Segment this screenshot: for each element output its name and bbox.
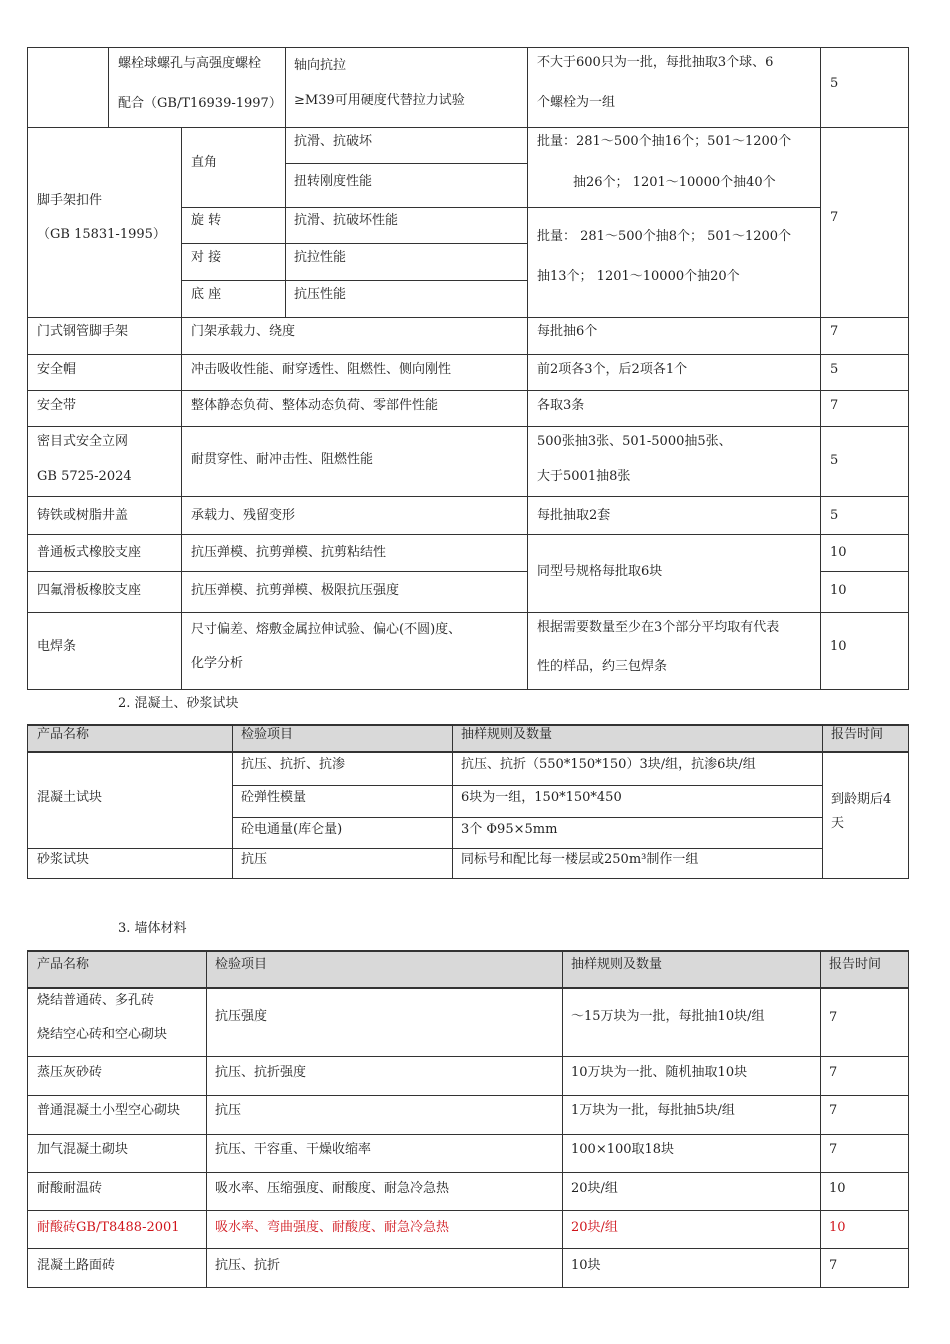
scaffold-rule-b-1: 批量： 281～500个抽8个； 501～1200个 (537, 229, 792, 244)
rubber-rule: 同型号规格每批取6块 (537, 564, 663, 579)
scaffold-rotate-item: 抗滑、抗破坏性能 (294, 213, 399, 228)
brick-2-rule: 10万块为一批、随机抽取10块 (571, 1065, 748, 1080)
manhole-time: 5 (830, 508, 839, 523)
net-rule-2: 大于5001抽8张 (537, 469, 631, 484)
brick-1-time: 7 (829, 1010, 838, 1025)
brick-4-name: 加气混凝土砌块 (37, 1142, 129, 1157)
net-rule-1: 500张抽3张、501-5000抽5张、 (537, 434, 732, 449)
concrete-item-1: 抗压、抗折、抗渗 (241, 757, 346, 772)
scaffold-butt: 对 接 (191, 250, 222, 265)
s3-header-rule: 抽样规则及数量 (571, 957, 663, 972)
brick-1-item: 抗压强度 (215, 1009, 268, 1024)
bolt-name-1: 螺栓球螺孔与高强度螺栓 (118, 56, 262, 71)
scaffold-straight: 直角 (191, 155, 218, 170)
brick-4-rule: 100×100取18块 (571, 1142, 675, 1157)
scaffold-straight-item-1: 抗滑、抗破坏 (294, 134, 373, 149)
belt-time: 7 (830, 398, 839, 413)
concrete-rule-2: 6块为一组，150*150*450 (461, 790, 622, 805)
electrode-item-2: 化学分析 (191, 656, 244, 671)
concrete-item-3: 砼电通量(库仑量) (241, 822, 343, 837)
brick-3-rule: 1万块为一批，每批抽5块/组 (571, 1103, 735, 1118)
s3-header-item: 检验项目 (215, 957, 268, 972)
scaffold-name-1: 脚手架扣件 (37, 193, 103, 208)
section-3-title: 3. 墙体材料 (118, 921, 187, 936)
brick-6-time: 10 (829, 1220, 846, 1235)
bolt-item-2: ≥M39可用硬度代替拉力试验 (294, 93, 465, 108)
brick-3-name: 普通混凝土小型空心砌块 (37, 1103, 181, 1118)
helmet-name: 安全帽 (37, 362, 77, 377)
bolt-time: 5 (830, 76, 839, 91)
bolt-rule-2: 个螺栓为一组 (537, 95, 616, 110)
brick-7-item: 抗压、抗折 (215, 1258, 281, 1273)
s3-header-name: 产品名称 (37, 957, 90, 972)
net-name-2: GB 5725-2024 (37, 469, 132, 484)
electrode-time: 10 (830, 639, 847, 654)
scaffold-butt-item: 抗拉性能 (294, 250, 347, 265)
scaffold-straight-item-2: 扭转刚度性能 (294, 174, 373, 189)
concrete-rule-1: 抗压、抗折（550*150*150）3块/组，抗渗6块/组 (461, 757, 756, 772)
rubber-item: 抗压弹模、抗剪弹模、抗剪粘结性 (191, 545, 387, 560)
mortar-name: 砂浆试块 (37, 852, 90, 867)
s2-time-1: 到龄期后4 (831, 792, 892, 807)
brick-1-rule: ～15万块为一批，每批抽10块/组 (571, 1009, 765, 1024)
electrode-rule-2: 性的样品，约三包焊条 (537, 659, 668, 674)
s3-header-time: 报告时间 (829, 957, 882, 972)
brick-6-rule: 20块/组 (571, 1220, 618, 1235)
ptfe-time: 10 (830, 583, 847, 598)
scaffold-base: 底 座 (191, 287, 222, 302)
mortar-rule: 同标号和配比每一楼层或250m³制作一组 (461, 852, 699, 867)
door-frame-rule: 每批抽6个 (537, 324, 598, 339)
ptfe-item: 抗压弹模、抗剪弹模、极限抗压强度 (191, 583, 400, 598)
bolt-item-1: 轴向抗拉 (294, 58, 347, 73)
belt-name: 安全带 (37, 398, 77, 413)
scaffold-time: 7 (830, 210, 839, 225)
bolt-rule-1: 不大于600只为一批，每批抽取3个球、6 (537, 55, 774, 70)
brick-5-time: 10 (829, 1181, 846, 1196)
helmet-rule: 前2项各3个，后2项各1个 (537, 362, 688, 377)
scaffold-rule-a-1: 批量：281～500个抽16个；501～1200个 (537, 134, 792, 149)
belt-rule: 各取3条 (537, 398, 585, 413)
manhole-name: 铸铁或树脂井盖 (37, 508, 129, 523)
brick-6-item: 吸水率、弯曲强度、耐酸度、耐急冷急热 (215, 1220, 450, 1235)
net-time: 5 (830, 453, 839, 468)
concrete-name: 混凝土试块 (37, 790, 103, 805)
brick-4-item: 抗压、干容重、干燥收缩率 (215, 1142, 372, 1157)
brick-3-time: 7 (829, 1103, 838, 1118)
helmet-time: 5 (830, 362, 839, 377)
brick-5-rule: 20块/组 (571, 1181, 618, 1196)
brick-7-rule: 10块 (571, 1258, 601, 1273)
door-frame-time: 7 (830, 324, 839, 339)
belt-item: 整体静态负荷、整体动态负荷、零部件性能 (191, 398, 439, 413)
scaffold-base-item: 抗压性能 (294, 287, 347, 302)
brick-2-item: 抗压、抗折强度 (215, 1065, 307, 1080)
mortar-item: 抗压 (241, 852, 268, 867)
manhole-rule: 每批抽取2套 (537, 508, 611, 523)
electrode-rule-1: 根据需要数量至少在3个部分平均取有代表 (537, 620, 780, 635)
door-frame-item: 门架承载力、绕度 (191, 324, 296, 339)
scaffold-name-2: （GB 15831-1995） (37, 227, 166, 242)
helmet-item: 冲击吸收性能、耐穿透性、阻燃性、侧向刚性 (191, 362, 452, 377)
ptfe-name: 四氟滑板橡胶支座 (37, 583, 142, 598)
net-name-1: 密目式安全立网 (37, 434, 129, 449)
brick-1-name-2: 烧结空心砖和空心砌块 (37, 1027, 168, 1042)
brick-2-name: 蒸压灰砂砖 (37, 1065, 103, 1080)
concrete-item-2: 砼弹性模量 (241, 790, 307, 805)
brick-5-item: 吸水率、压缩强度、耐酸度、耐急冷急热 (215, 1181, 450, 1196)
scaffold-rule-a-2: 抽26个； 1201～10000个抽40个 (573, 175, 776, 190)
electrode-name: 电焊条 (37, 639, 77, 654)
brick-1-name-1: 烧结普通砖、多孔砖 (37, 993, 155, 1008)
section-2-title: 2. 混凝土、砂浆试块 (118, 696, 239, 711)
s2-header-name: 产品名称 (37, 727, 90, 742)
scaffold-rule-b-2: 抽13个； 1201～10000个抽20个 (537, 269, 740, 284)
door-frame-name: 门式钢管脚手架 (37, 324, 129, 339)
concrete-rule-3: 3个 Φ95×5mm (461, 822, 558, 837)
scaffold-rotate: 旋 转 (191, 213, 222, 228)
brick-4-time: 7 (829, 1142, 838, 1157)
s2-time-2: 天 (831, 816, 845, 831)
s2-header-rule: 抽样规则及数量 (461, 727, 553, 742)
rubber-time: 10 (830, 545, 847, 560)
brick-3-item: 抗压 (215, 1103, 242, 1118)
brick-5-name: 耐酸耐温砖 (37, 1181, 103, 1196)
brick-7-time: 7 (829, 1258, 838, 1273)
bolt-name-2: 配合（GB/T16939-1997） (118, 96, 282, 111)
brick-2-time: 7 (829, 1065, 838, 1080)
s2-header-item: 检验项目 (241, 727, 294, 742)
rubber-name: 普通板式橡胶支座 (37, 545, 142, 560)
s2-header-time: 报告时间 (831, 727, 884, 742)
brick-7-name: 混凝土路面砖 (37, 1258, 116, 1273)
manhole-item: 承载力、残留变形 (191, 508, 296, 523)
brick-6-name: 耐酸砖GB/T8488-2001 (37, 1220, 180, 1235)
electrode-item-1: 尺寸偏差、熔敷金属拉伸试验、偏心(不圆)度、 (191, 622, 462, 637)
net-item: 耐贯穿性、耐冲击性、阻燃性能 (191, 452, 374, 467)
